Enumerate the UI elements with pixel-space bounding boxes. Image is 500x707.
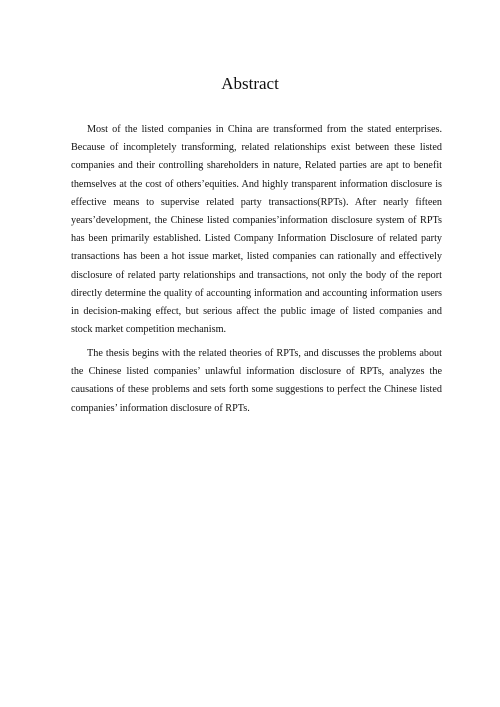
abstract-paragraph-1: Most of the listed companies in China are transformed from the stated enterprises. Because of incompletely transforming, related relationships exist between these listed companies and their controlling shareholders in nature, Related parties are apt to benefit themselves at the cost of others’equities. And highly transparent information disclosure is effective means to supervise related party transactions(RPTs). After nearly fifteen years’development, the Chinese listed companies’information disclosure system of RPTs has been primarily established. Listed Company Information Disclosure of related party transactions has been a hot issue market, listed companies can rationally and effectively disclosure of related party relationships and transactions, not only the body of the report directly determine the quality of accounting information and accounting information users in decision-making effect, but serious affect the public image of listed companies and stock market competition mechanism. (71, 124, 442, 336)
abstract-paragraph-2: The thesis begins with the related theories of RPTs, and discusses the problems about the Chinese listed companies’ unlawful information disclosure of RPTs, analyzes the causations of these problems and sets forth some suggestions to perfect the Chinese listed companies’ information disclosure of RPTs. (71, 348, 442, 414)
abstract-title: Abstract (221, 74, 279, 93)
